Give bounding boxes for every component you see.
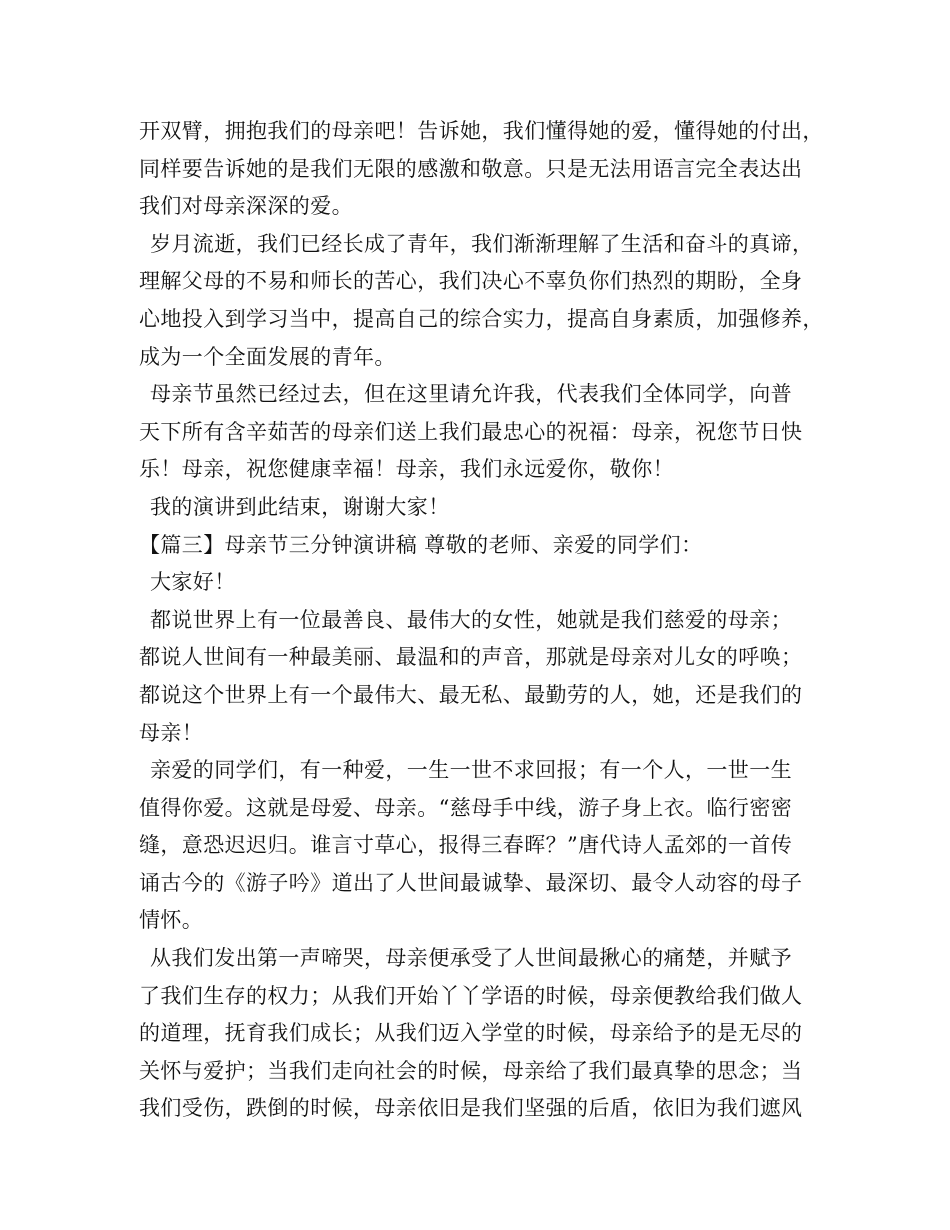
section-heading: 【篇三】母亲节三分钟演讲稿 尊敬的老师、亲爱的同学们： — [139, 532, 703, 557]
text-line: 我们对母亲深深的爱。 — [139, 194, 353, 219]
text-line: 成为一个全面发展的青年。 — [139, 344, 396, 369]
text-line: 缝，意恐迟迟归。谁言寸草心，报得三春晖？”唐代诗人孟郊的一首传 — [139, 833, 793, 858]
text-line: 的道理，抚育我们成长；从我们迈入学堂的时候，母亲给予的是无尽的 — [139, 1021, 803, 1046]
text-line: 了我们生存的权力；从我们开始丫丫学语的时候，母亲便教给我们做人 — [139, 983, 803, 1008]
text-line: 关怀与爱护；当我们走向社会的时候，母亲给了我们最真挚的思念；当 — [139, 1058, 803, 1083]
text-line: 母亲！ — [139, 720, 204, 745]
text-line: 心地投入到学习当中，提高自己的综合实力，提高自身素质，加强修养， — [139, 306, 824, 331]
text-line: 值得你爱。这就是母爱、母亲。“慈母手中线，游子身上衣。临行密密 — [139, 795, 793, 820]
text-line: 都说世界上有一位最善良、最伟大的女性，她就是我们慈爱的母亲； — [150, 607, 792, 632]
text-line: 都说人世间有一种最美丽、最温和的声音，那就是母亲对儿女的呼唤； — [139, 645, 803, 670]
text-line: 大家好！ — [150, 570, 236, 595]
document-body — [139, 113, 829, 1128]
text-line: 同样要告诉她的是我们无限的感激和敬意。只是无法用语言完全表达出 — [139, 156, 803, 181]
text-line: 从我们发出第一声啼哭，母亲便承受了人世间最揪心的痛楚，并赋予 — [150, 946, 792, 971]
text-line: 乐！母亲，祝您健康幸福！母亲，我们永远爱你，敬你！ — [139, 457, 674, 482]
text-line: 开双臂，拥抱我们的母亲吧！告诉她，我们懂得她的爱，懂得她的付出， — [139, 119, 824, 143]
text-line: 情怀。 — [139, 908, 204, 933]
text-line: 我的演讲到此结束，谢谢大家！ — [150, 494, 450, 519]
text-line: 母亲节虽然已经过去，但在这里请允许我，代表我们全体同学，向普 — [150, 382, 792, 407]
text-line: 亲爱的同学们，有一种爱，一生一世不求回报；有一个人，一世一生 — [150, 758, 792, 783]
text-line: 诵古今的《游子吟》道出了人世间最诚挚、最深切、最令人动容的母子 — [139, 870, 803, 895]
text-line: 我们受伤，跌倒的时候，母亲依旧是我们坚强的后盾，依旧为我们遮风 — [139, 1096, 803, 1121]
text-line: 天下所有含辛茹苦的母亲们送上我们最忠心的祝福：母亲，祝您节日快 — [139, 419, 803, 444]
text-line: 都说这个世界上有一个最伟大、最无私、最勤劳的人，她，还是我们的 — [139, 682, 803, 707]
text-line: 理解父母的不易和师长的苦心，我们决心不辜负你们热烈的期盼，全身 — [139, 269, 803, 294]
text-line: 岁月流逝，我们已经长成了青年，我们渐渐理解了生活和奋斗的真谛， — [150, 231, 814, 256]
